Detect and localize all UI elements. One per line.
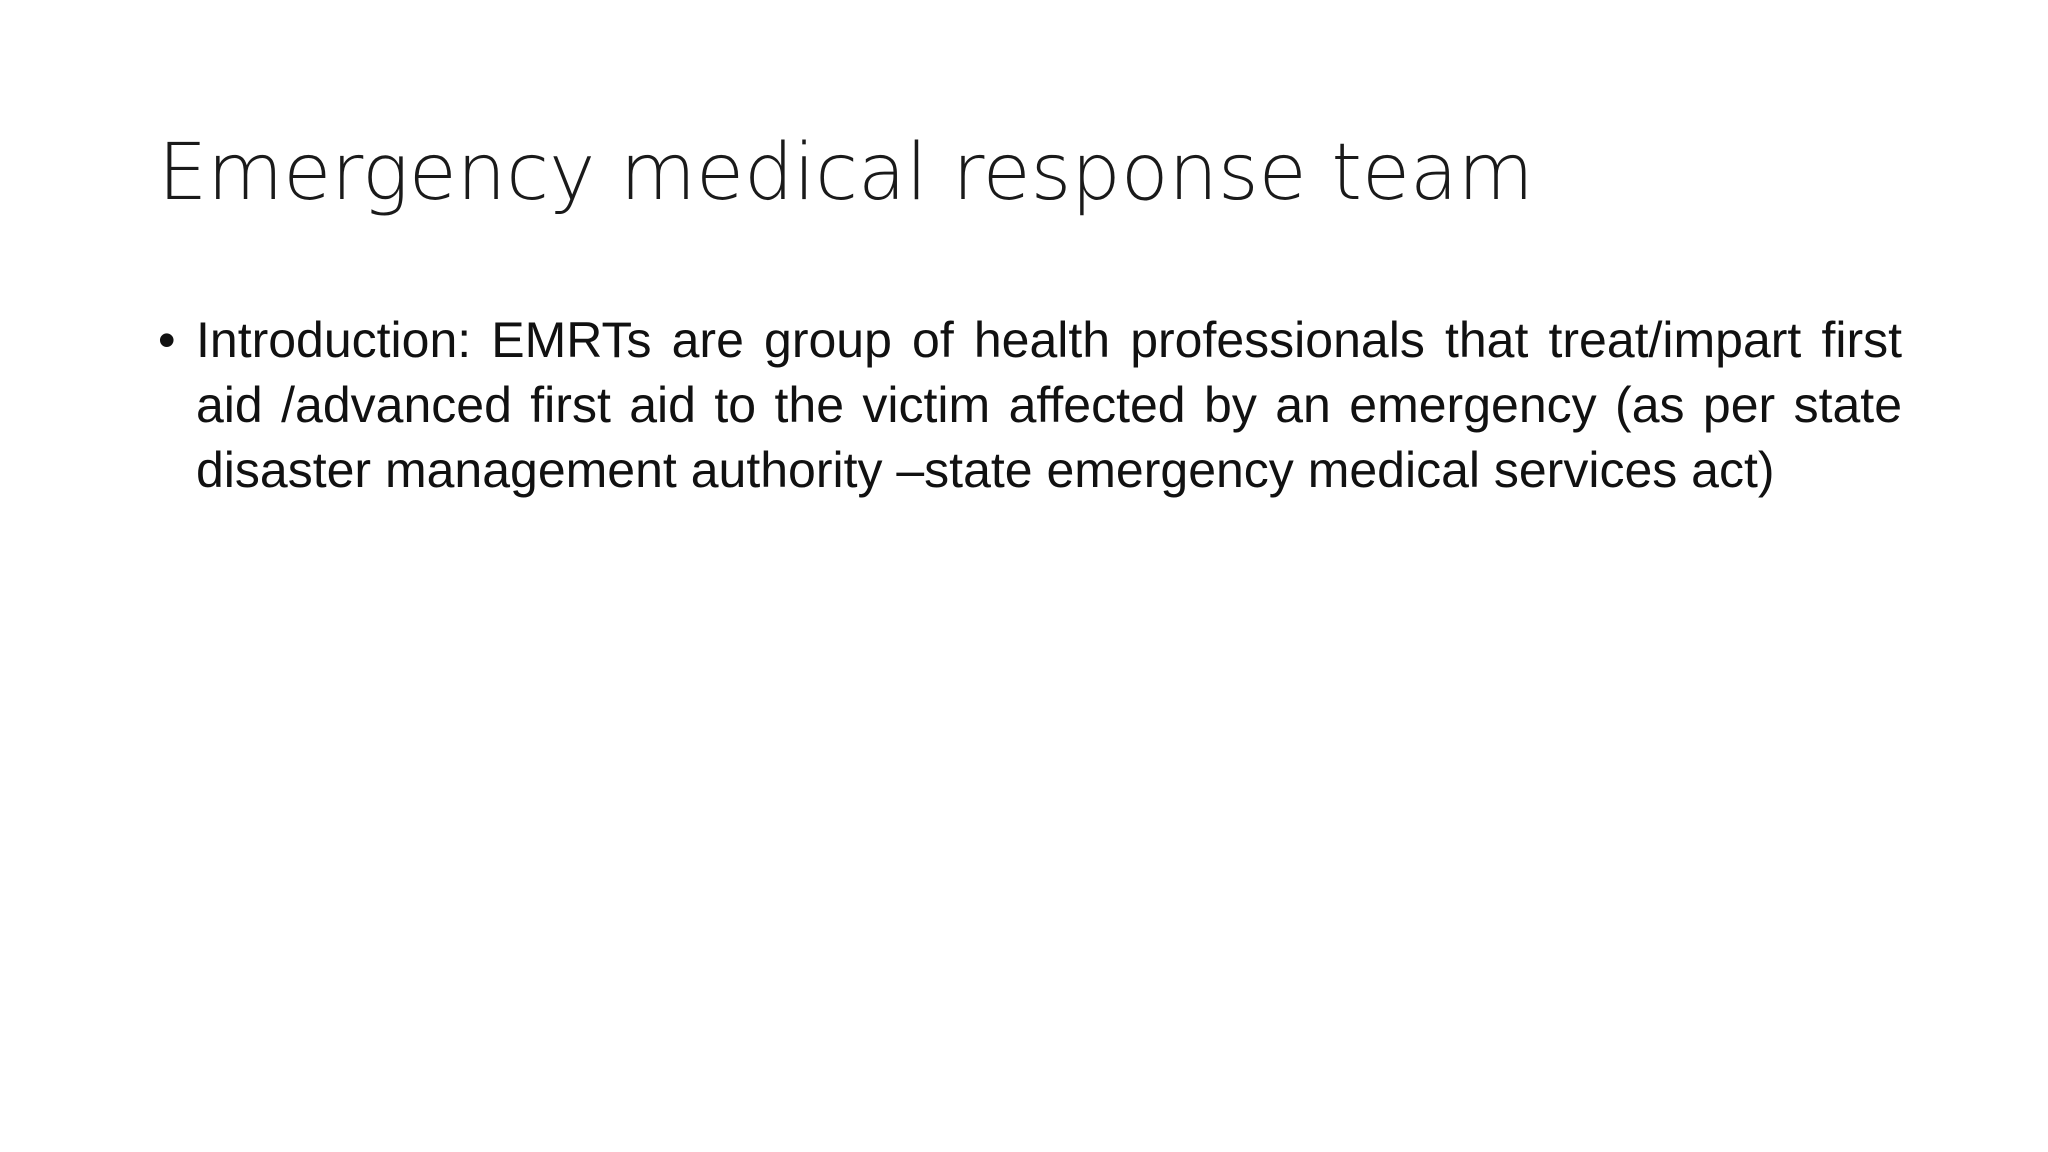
slide-title: Emergency medical response team <box>158 128 1534 218</box>
bullet-list <box>152 308 1902 503</box>
bullet-marker: • <box>158 312 176 368</box>
bullet-item-introduction <box>152 308 1902 503</box>
bullet-text: Introduction: EMRTs are group of health professionals that treat/impart first aid /advanced first aid to the victim affected by an emergency (as per state disaster management authority –state emergency medical services act) <box>196 312 1902 498</box>
